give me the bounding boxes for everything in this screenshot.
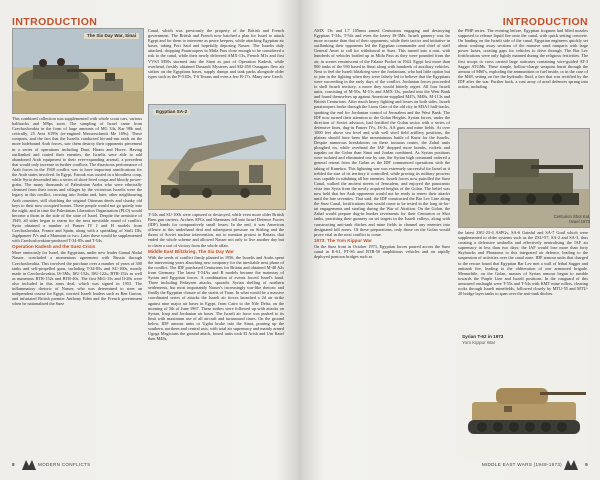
profile-caption bbox=[462, 334, 503, 346]
publisher-logo-icon bbox=[564, 460, 578, 470]
left-column-2-top bbox=[148, 28, 284, 102]
photo-caption: Centurion Shot Kal, Israel 1973 bbox=[553, 214, 590, 225]
tank-profile-image bbox=[458, 330, 588, 458]
photo-six-day-war-sinai bbox=[12, 28, 144, 114]
body-paragraph: the PMP series. The evening before, Egyptian frogmen had filled nozzles supposed to release liquid fire onto the canal, with quick setting concrete. On landing on the Israeli side of the canal, Egyptian engineers quickly set about washing away sections of the massive sand ramparts with large power hoses, creating gaps for vehicles to drive through. The Bar Lev fortifications were only lightly manned during the religious festivities. The first troops to cross carried large suitcases containing wire-guided AT-3 Sagger ATGMs. These simple, hollow-charge weapons burnt through the armour of M60's, exploding the ammunition or fuel inside, or in the case of the M48, setting on fire the hydraulic fluid, a fact that was rectified by the IDF after the war. Further back, a vast array of areal defences sprang into action, including bbox=[458, 28, 588, 90]
page-footer bbox=[12, 460, 286, 470]
tank-profile-illustration bbox=[458, 330, 588, 458]
photo-egyptian-sa2 bbox=[148, 104, 286, 210]
left-column-1 bbox=[12, 116, 142, 458]
body-paragraph: the latest ZSU-23-4 ASPGs, SA-6 Gainful and SA-7 Grail which were supplemented to older systems such as the ZSU-57, SA-2 and SA-3, thus creating a defensive umbrella and effectively neutralising the IAF air supremacy in less than two days; the IAF would lose more than forty Skyhawks and Phantoms to this integrated air defence, leading to the suspension of activities over the canal zone. IDF armour units that charged to the rescue found that Egyptian Bar Lev met a wall of lethal Sagger and antitank fire, leading to the obliteration of one armoured brigade. Meanwhile, on the Golan, masses of Syrian armour began to rumble towards the Purple Line and Israeli positions. In the vanguard of this armoured onslaught were T-55s and T-54s with KMT mine rollers, clearing rocks through Israeli minefields, followed closely by MTU-55 and MTU-20 bridge layer tanks to span over the anti-tank ditches. bbox=[458, 230, 588, 297]
publisher-series-label: MODERN CONFLICTS bbox=[38, 462, 91, 467]
body-paragraph: On the Suez front in October 1973, Egyptian forces poured across the Suez canal in K-61, PT-S6 and BTR-50 amphibious vehicles and on rapidly deployed pontoon bridges such as bbox=[314, 243, 450, 260]
body-paragraph: AMX 13s and L7 105mm armed Centurions engaging and destroying Egyptian T-34s, T-54s and even the heavy IS-3Ms. Israeli gunnery was far more accurate than that of their opponents, while their tactics and initiative in outflanking their opponents led the Egyptian commander and chief of staff General Amer to call for withdrawal to Suez. This turned into a rout, with hundreds of vehicles bottled up in Mitla Pass as they were pounded from the air, in scenes reminiscent of the Falaise Pocket in 1944. Egypt lost more than 800 tanks of the 930 based in Sinai along with hundreds of auxiliary vehicles. Next to feel the Israeli blitzkrieg were the Jordanians, who had little option but to join in the fighting when they were falsely led to believe that the Egyptians were succeeding in the early days of the conflict. Jordanian forces proceeded to shell Israeli territory, a move they would bitterly regret. All four Israeli units, consisting of M-50s, M-51s and AMX-13s, pushed into the West Bank and found themselves up against American-supplied M47s, M48s, M-113s and British Centurions. After much heavy fighting and losses on both sides, Israeli paratroopers broke through the Lions Gate of the old city in M3A1 half-tracks, sparking the end for Jordanian control of Jerusalem and the West Bank. The IDF now turned their attention to the Golan Heights. Syrian forces, under the direction of Soviet advisors, had fortified the Golan sector with a series of defensive lines, dug-in Panzer IVs, JS-3s, AA guns and mine fields. At over 1000 feet above sea level and with well sited field artillery positions, the plateau should have been like mountainous battle of Kurtz for the Israelis. Despite numerous breakdowns on these tortuous routes, the Zahal units ploughed on, while overhead the IAF dropped more bombs, rockets and napalm on the Golan than Sinai and Jordan combined. As Syrian positions were isolated and eliminated one by one, the Syrian high command ordered a general retreat from the Golan as the IDF commenced operations with the taking of Kuneitra. This lightning war was extremely successful for Israel as it trebled the size of its territory it controlled, while proving its military prowess was capable in subduing all her enemies. Israeli forces now patrolled the Suez Canal, walked the ancient streets of Jerusalem, and enjoyed the panoramic vista into Syria from the newly acquired heights of the Golan. The belief was now held that her Arab opponents would not be ready to renew their attacks until the late seventies. That said, the IDF constructed the Bar Lev Line along the Suez Canal, fortifications that would come to be tested in the long tit-for-tat engagements and strafing during the War of Attrition. On the Golan, the Zahal would prepare dug-in hunker revetments for their Centurion or Shot tanks, practising their gunnery on set targets in the Israeli valleys, along with constructing anti-tank ditches and mine fields to channel any enemies into designated kill zones. Of these preparations, only those on the Golan would prove vital in the next conflict to come. bbox=[314, 28, 450, 237]
section-subhead: Operation Kadesh and the Suez Crisis bbox=[12, 244, 96, 250]
publisher-logo-icon bbox=[22, 460, 36, 470]
left-page bbox=[0, 0, 298, 480]
page-header-title: INTRODUCTION bbox=[502, 16, 588, 28]
body-paragraph: T-34s and SU-100s were captured or destroyed, while even more older British Bren gun carriers, Archers SPGs and Shermans fell into Israel Defence Forces (IDF) hands for comparatively small losses. In the end, it was American offence at this underhand deal and subsequent pressure on Stirling and the threat of Soviet nuclear intervention, not to mention protest in Britain, that ended the whole scheme and allowed Nasser not only to live another day but to claim a sort of victory from the whole affair. bbox=[148, 212, 284, 248]
photo-six-day-war-image bbox=[13, 29, 143, 113]
page-number: 8 bbox=[12, 462, 15, 467]
section-subhead: 1973: The Yom Kippur War bbox=[314, 237, 372, 243]
photo-caption-tag: The Six Day War, Sinai bbox=[84, 33, 139, 39]
photo-centurion-shot-kal bbox=[458, 128, 590, 228]
photo-egyptian-sa2-image bbox=[149, 105, 285, 209]
left-column-2-bottom bbox=[148, 212, 284, 458]
right-column-2-bottom bbox=[458, 230, 588, 326]
page-header-title: INTRODUCTION bbox=[12, 16, 98, 28]
section-subhead: Middle East Blitzkrieg, The Six Day War bbox=[148, 248, 234, 254]
photo-centurion-image bbox=[459, 129, 589, 227]
profile-caption-sub: Yom Kippur War bbox=[462, 340, 496, 345]
body-paragraph: More ominously for Israel, the Egyptians, under new leader Gamal Abdul Nasser, concluded a momentous agreement with Russia through Czechoslovakia. This involved the purchase over a number of years of 300 tanks and self-propelled guns, including T-34-85s and SU-100s, mostly made in Czechoslovakia, IS-3Ms, ISU-152s, ISU-122s, BTR-152s as well as numerous BTR-152s and BTR-40s. The first MiG-15s and Il-28s were also included in this arms deal, which was signed in 1955. The inflammatory rhetoric of Nasser, who was determined to steer an independent course for Egypt, worried Israeli leaders such as Ben Gurion, and infuriated British premier Anthony Eden and the French government when he nationalised the Suez bbox=[12, 250, 142, 307]
right-column-1 bbox=[314, 28, 450, 458]
right-column-2-top bbox=[458, 28, 588, 124]
body-paragraph: This combined collection was supplemented with whole scout cars, various halftracks and M9ps soon. The sampling of Israel came from Czechoslovakia in the form of large amounts of MG 34s, Kar 98k and, critically, 25 Avia S199s (re-engined Messerschmitt Me 109s). These weapons, and the fact that the Israelis conducted hit-and-run raids on the more hidebound Arab forces, saw them destroy their opponents piecemeal in a series of operations including Dani, Hiram and Horev. Having outflanked and routed their enemies, the Israelis were able to add abandoned Arab equipment to their ever-expanding arsenal, a precedent that would only increase in further conflicts. The disastrous performance of Arab forces in the 1948 conflict was to have important ramifications for the Arab states involved. In Egypt, Farouk was ousted in a bloodless coup, while Syria descended into a series of short-lived coups and bloody power-grabs. The many thousands of Palestinian Arabs who were ethnically cleansed from their towns and villages by the victorious Israelis were the legacy in this conflict, crossing into Jordan and, later, other neighbouring Arab countries, still clutching the original Ottoman deeds and clunky old keys to their now occupied homes. These people would not go quietly into the night, and in time the Palestinian Liberation Organisation (PLO) would become a thorn in the side of the state of Israel. Despite the armistice of 1949, all sides began to rearm for the next inevitable round of conflict. Syria obtained a number of Panzer IV J and H models from Czechoslovakia, France and Spain, along with a sprinkling of StuG IIIs, Jagdpanzer IVs and a Marmont or two. Later these would be supplemented with Czechoslovakian-produced T-34-85s and T-54s. bbox=[12, 116, 142, 244]
profile-caption-title: Syrian T-62 in 1973 bbox=[462, 334, 504, 339]
page-footer bbox=[314, 460, 588, 470]
right-page bbox=[302, 0, 600, 480]
page-number: 9 bbox=[585, 462, 588, 467]
body-paragraph: With the seeds of conflict firmly planted in 1956, the Israelis and Arabs spent the intervening years absorbing new weaponry for the inevitable next phase of the conflict. The IDF purchased Centurions for Britain and obtained M-48 A2s from Germany. The latest T-54As and B models became the mainstay of Syrian and Egyptian forces. A combination of events forced Israel's hand. Three including Fedayeen attacks, sporadic Syrian shelling of northern settlements, but most importantly Nasser's increasingly war-like rhetoric and finally the Egyptian closure of the straits of Tiran. In what would be a massive coordinated series of attacks the Israeli air forces launched a 2d air strike against nine major air bases in Egypt, from Cairo to the Nile Delta, on the morning of 5th of June 1967. These strikes were followed up with attacks on Syrian, Iraqi and Jordanian air bases. The Israeli air force was pushed to its limit with maximum use of all aircraft and turnaround times. On the ground below, IDF armour units or Ugdat broke into the Sinai, pouring up the southern, northern and central axis, with total air supremacy and mainly armed Ugoga Magicians the ground attack, boxed units took El Arish and Um Katef then M48s, bbox=[148, 254, 284, 342]
book-title-label: MIDDLE EAST WARS (1948-1973) bbox=[481, 462, 562, 467]
photo-caption-tag: Egyptian SA-2 bbox=[153, 109, 190, 115]
body-paragraph: Canal, which was previously the property of the British and French government. The British and French now hatched a plan for Israel to attack Egypt and for them to intervene as peace keepers, while attacking Egyptian air bases, taking Port Said and hopefully deposing Nasser. The Israelis duly attacked, dropping Paratroopers in Mitla Pass close enough to be considered a risk to the canal, while their newly delivered AMX-13s, French M1s and first VVS3 M50s stormed into the Sinai as part of Operation Kadesh, while overhead, freshly obtained Dassault Mysteres and M2-450 Ouragans flew air strikes on the Egyptians bases, supply dumps and tank parks alongside older types such as the P-51Ds, T-6 Texans and even a few B-17s. Many new Czech bbox=[148, 28, 284, 79]
